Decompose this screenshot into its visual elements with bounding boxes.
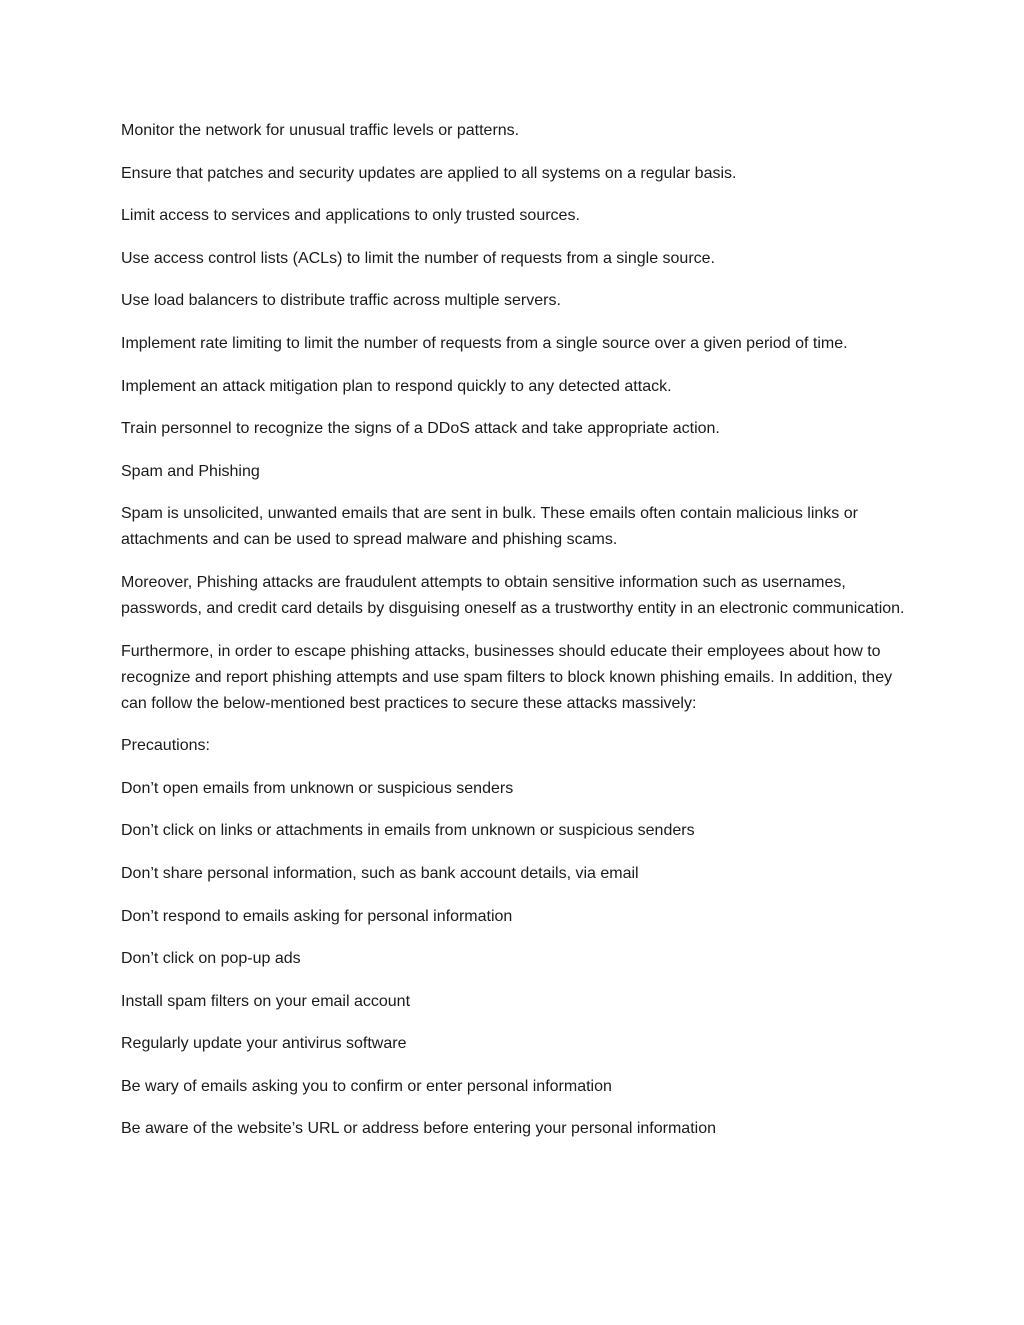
paragraph-phishing-definition: Moreover, Phishing attacks are fraudulent attempts to obtain sensitive information such as usernames, passwords, and credit card details by disguising oneself as a trustworthy entity in an electronic communication.: [121, 573, 905, 617]
paragraph-patches-updates: Ensure that patches and security updates are applied to all systems on a regular basis.: [121, 164, 737, 182]
paragraph-rate-limiting: Implement rate limiting to limit the number of requests from a single source over a given period of time.: [121, 334, 848, 352]
paragraph-limit-access: Limit access to services and applications to only trusted sources.: [121, 207, 580, 225]
precaution-item: Don’t open emails from unknown or suspicious senders: [121, 779, 514, 797]
section-heading-spam-phishing: Spam and Phishing: [121, 462, 260, 480]
paragraph-acls: Use access control lists (ACLs) to limit the number of requests from a single source.: [121, 249, 715, 267]
precaution-item: Be aware of the website’s URL or address before entering your personal information: [121, 1120, 716, 1138]
paragraph-train-personnel: Train personnel to recognize the signs of a DDoS attack and take appropriate action.: [121, 420, 720, 438]
paragraph-load-balancers: Use load balancers to distribute traffic across multiple servers.: [121, 292, 561, 310]
precaution-item: Don’t share personal information, such as bank account details, via email: [121, 864, 639, 882]
paragraph-mitigation-plan: Implement an attack mitigation plan to respond quickly to any detected attack.: [121, 377, 672, 395]
precaution-item: Don’t click on pop-up ads: [121, 950, 301, 968]
paragraph-spam-definition: Spam is unsolicited, unwanted emails that are sent in bulk. These emails often contain malicious links or attachments and can be used to spread malware and phishing scams.: [121, 505, 858, 549]
precaution-item: Don’t click on links or attachments in emails from unknown or suspicious senders: [121, 822, 695, 840]
paragraph-monitor-network: Monitor the network for unusual traffic levels or patterns.: [121, 122, 520, 139]
precaution-item: Be wary of emails asking you to confirm or enter personal information: [121, 1077, 612, 1095]
precautions-heading: Precautions:: [121, 737, 210, 755]
document-page: [121, 118, 911, 1159]
precaution-item: Install spam filters on your email account: [121, 992, 411, 1010]
precaution-item: Don’t respond to emails asking for personal information: [121, 907, 513, 925]
paragraph-escape-phishing: Furthermore, in order to escape phishing attacks, businesses should educate their employees about how to recognize and report phishing attempts and use spam filters to block known phishing emails. In addition, they can follow the below-mentioned best practices to secure these attacks massively:: [121, 642, 893, 712]
precaution-item: Regularly update your antivirus software: [121, 1035, 407, 1053]
